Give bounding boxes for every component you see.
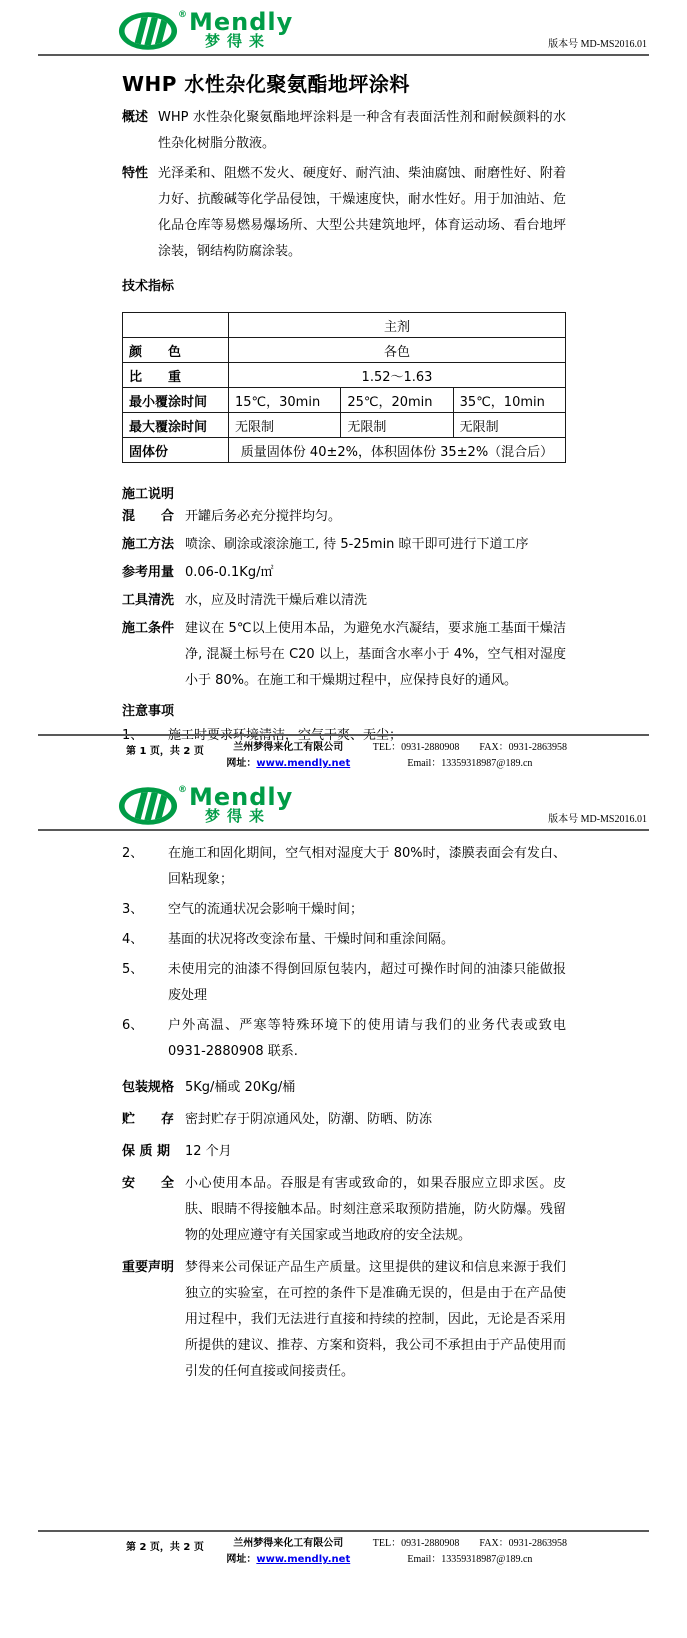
version-label: 版本号 MD-MS2016.01 xyxy=(548,39,647,50)
method-text: 喷涂、刷涂或滚涂施工, 待 5-25min 晾干即可进行下道工序 xyxy=(185,537,529,552)
note-6-text: 户外高温、严寒等特殊环境下的使用请与我们的业务代表或致电 0931-2880908 联系. xyxy=(168,1018,566,1059)
note-item-3 xyxy=(122,897,566,923)
construction-row-conditions xyxy=(122,616,566,694)
method-label: 施工方法 xyxy=(122,537,175,552)
packaging-label: 包装规格 xyxy=(122,1080,175,1095)
note-2-text: 在施工和固化期间，空气相对湿度大于 80%时，漆膜表面会有发白、回粘现象； xyxy=(168,846,566,887)
storage-text: 密封贮存于阴凉通风处，防潮、防晒、防冻 xyxy=(185,1112,433,1127)
page-1 xyxy=(0,0,687,775)
overview-section xyxy=(122,105,566,157)
max-recoat-15c: 无限制 xyxy=(229,413,341,438)
shelf-life-row xyxy=(122,1139,566,1165)
gravity-row-label: 比 重 xyxy=(123,363,229,388)
page2-footer xyxy=(0,1527,687,1568)
conditions-text: 建议在 5℃以上使用本品，为避免水汽凝结，要求施工基面干燥洁净, 混凝土标号在 C20 以上，基面含水率小于 4%，空气相对湿度小于 80%。在施工和干燥期过程中，应保持良好的通风。 xyxy=(185,621,566,688)
shelf-life-text: 12 个月 xyxy=(185,1144,232,1159)
footer-web-label: 网址： xyxy=(226,758,257,769)
packaging-text: 5Kg/桶或 20Kg/桶 xyxy=(185,1080,296,1095)
footer-fax: FAX：0931-2863958 xyxy=(479,742,567,753)
note-3-number: 3、 xyxy=(122,902,144,917)
features-label: 特性 xyxy=(122,166,149,181)
footer-company: 兰州梦得来化工有限公司 xyxy=(233,1538,344,1549)
footer-company: 兰州梦得来化工有限公司 xyxy=(233,742,344,753)
version-label: 版本号 MD-MS2016.01 xyxy=(548,814,647,825)
specs-section xyxy=(122,1075,566,1385)
mendly-logo-icon xyxy=(118,11,178,51)
solids-row-label: 固体份 xyxy=(123,438,229,463)
table-row-color xyxy=(123,338,566,363)
table-row-max-recoat xyxy=(123,413,566,438)
max-recoat-35c: 无限制 xyxy=(453,413,565,438)
note-item-4 xyxy=(122,927,566,953)
footer-email: Email：13359318987@189.cn xyxy=(407,1554,533,1565)
page-title: WHP 水性杂化聚氨酯地坪涂料 xyxy=(122,72,410,96)
tech-specs-table xyxy=(122,312,566,463)
dosage-text: 0.06-0.1Kg/㎡ xyxy=(185,565,274,580)
tech-specs-heading: 技术指标 xyxy=(122,279,175,294)
header-rule xyxy=(38,829,649,831)
note-5-number: 5、 xyxy=(122,962,144,977)
mixing-text: 开罐后务必充分搅拌均匀。 xyxy=(185,509,342,524)
note-5-text: 未使用完的油漆不得倒回原包装内，超过可操作时间的油漆只能做报废处理 xyxy=(168,962,566,1003)
conditions-label: 施工条件 xyxy=(122,621,175,636)
min-recoat-label: 最小覆涂时间 xyxy=(123,388,229,413)
overview-text: WHP 水性杂化聚氨酯地坪涂料是一种含有表面活性剂和耐候颜料的水性杂化树脂分散液。 xyxy=(158,110,566,151)
brand-name-chinese: 梦得来 xyxy=(205,807,272,825)
features-text: 光泽柔和、阻燃不发火、硬度好、耐汽油、柴油腐蚀、耐磨性好、附着力好、抗酸碱等化学品侵蚀，干燥速度快，耐水性好。用于加油站、危化品仓库等易燃易爆场所、大型公共建筑地坪，体育运动场、看台地坪涂装，钢结构防腐涂装。 xyxy=(158,166,566,259)
construction-row-cleaning xyxy=(122,588,566,614)
page1-footer xyxy=(0,731,687,772)
color-row-label: 颜 色 xyxy=(123,338,229,363)
footer-tel: TEL：0931-2880908 xyxy=(372,742,460,753)
table-header-empty-cell xyxy=(123,313,229,338)
safety-text: 小心使用本品。吞服是有害或致命的，如果吞服应立即求医。皮肤、眼睛不得接触本品。时刻注意采取预防措施，防火防爆。残留物的处理应遵守有关国家或当地政府的安全法规。 xyxy=(185,1176,566,1243)
footer-tel: TEL：0931-2880908 xyxy=(372,1538,460,1549)
safety-label: 安 全 xyxy=(122,1176,175,1191)
footer-web-label: 网址： xyxy=(226,1554,257,1565)
max-recoat-label: 最大覆涂时间 xyxy=(123,413,229,438)
note-4-text: 基面的状况将改变涂布量、干燥时间和重涂间隔。 xyxy=(168,932,455,947)
cleaning-label: 工具清洗 xyxy=(122,593,175,608)
brand-name: Mendly xyxy=(189,8,294,36)
disclaimer-label: 重要声明 xyxy=(122,1260,175,1275)
table-row-gravity xyxy=(123,363,566,388)
safety-row xyxy=(122,1171,566,1249)
max-recoat-25c: 无限制 xyxy=(341,413,453,438)
notes-heading: 注意事项 xyxy=(122,704,175,719)
page1-content xyxy=(122,68,566,749)
color-row-value: 各色 xyxy=(229,338,566,363)
note-3-text: 空气的流通状况会影响干燥时间； xyxy=(168,902,364,917)
footer-web-link[interactable]: www.mendly.net xyxy=(256,758,351,769)
page2-content xyxy=(122,841,566,1385)
gravity-row-value: 1.52～1.63 xyxy=(229,363,566,388)
note-item-6 xyxy=(122,1013,566,1065)
brand-block xyxy=(118,8,294,51)
storage-row xyxy=(122,1107,566,1133)
footer-page-info: 第 2 页，共 2 页 xyxy=(126,1542,204,1553)
note-item-5 xyxy=(122,957,566,1009)
construction-heading: 施工说明 xyxy=(122,487,175,502)
solids-row-value: 质量固体份 40±2%，体积固体份 35±2%（混合后） xyxy=(229,438,566,463)
mixing-label: 混 合 xyxy=(122,509,175,524)
footer-rule xyxy=(38,734,649,736)
brand-block xyxy=(118,783,294,826)
cleaning-text: 水，应及时清洗干燥后难以清洗 xyxy=(185,593,368,608)
packaging-row xyxy=(122,1075,566,1101)
overview-label: 概述 xyxy=(122,110,149,125)
document-header xyxy=(118,9,647,51)
brand-text xyxy=(189,783,294,825)
mendly-logo-icon xyxy=(118,786,178,826)
features-section xyxy=(122,161,566,265)
brand-name-chinese: 梦得来 xyxy=(205,32,272,50)
registered-mark: ® xyxy=(178,10,187,20)
footer-page-info: 第 1 页，共 2 页 xyxy=(126,746,204,757)
note-2-number: 2、 xyxy=(122,846,144,861)
note-1-text: 施工时要求环境清洁，空气干爽、无尘； xyxy=(168,728,403,743)
page-2 xyxy=(0,775,687,1638)
min-recoat-25c: 25℃，20min xyxy=(341,388,453,413)
document-header xyxy=(118,784,647,826)
note-item-2 xyxy=(122,841,566,893)
min-recoat-15c: 15℃，30min xyxy=(229,388,341,413)
table-row-header xyxy=(123,313,566,338)
construction-row-mixing xyxy=(122,504,566,530)
registered-mark: ® xyxy=(178,785,187,795)
footer-web-link[interactable]: www.mendly.net xyxy=(256,1554,351,1565)
construction-row-method xyxy=(122,532,566,558)
table-header-main-agent: 主剂 xyxy=(229,313,566,338)
table-row-solids xyxy=(123,438,566,463)
note-6-number: 6、 xyxy=(122,1018,144,1033)
table-row-min-recoat xyxy=(123,388,566,413)
brand-name: Mendly xyxy=(189,783,294,811)
note-4-number: 4、 xyxy=(122,932,144,947)
disclaimer-row xyxy=(122,1255,566,1385)
min-recoat-35c: 35℃，10min xyxy=(453,388,565,413)
footer-fax: FAX：0931-2863958 xyxy=(479,1538,567,1549)
shelf-life-label: 保 质 期 xyxy=(122,1144,171,1159)
header-rule xyxy=(38,54,649,56)
storage-label: 贮 存 xyxy=(122,1112,175,1127)
disclaimer-text: 梦得来公司保证产品生产质量。这里提供的建议和信息来源于我们独立的实验室，在可控的条件下是准确无误的，但是由于在产品使用过程中，我们无法进行直接和持续的控制，因此，无论是否采用所提供的建议、推荐、方案和资料，我公司不承担由于产品使用而引发的任何直接或间接责任。 xyxy=(185,1260,566,1379)
dosage-label: 参考用量 xyxy=(122,565,175,580)
brand-text xyxy=(189,8,294,50)
construction-row-dosage xyxy=(122,560,566,586)
footer-email: Email：13359318987@189.cn xyxy=(407,758,533,769)
note-1-number: 1、 xyxy=(122,728,144,743)
footer-rule xyxy=(38,1530,649,1532)
